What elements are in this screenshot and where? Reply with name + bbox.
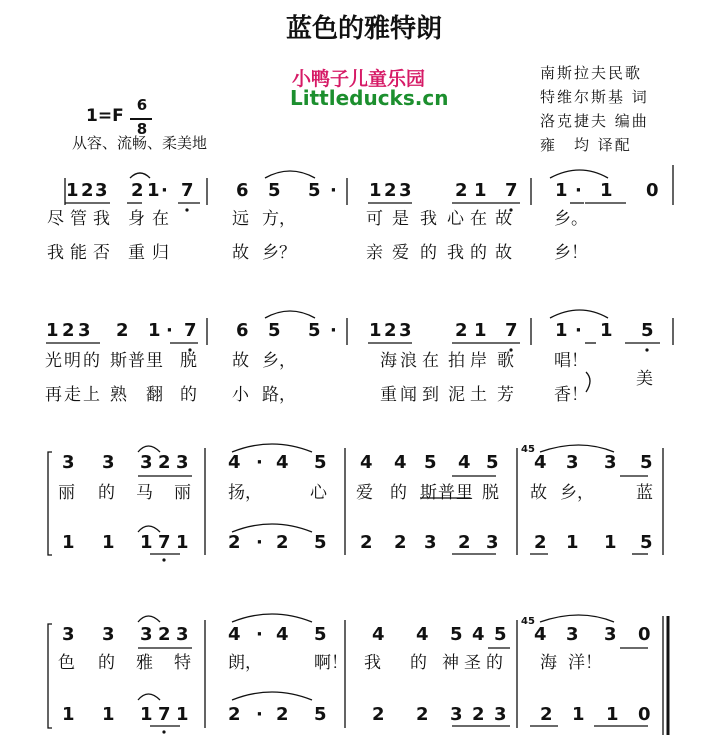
svg-text:3: 3 (140, 624, 153, 645)
svg-text:亲: 亲 (366, 243, 383, 263)
svg-text:·: · (161, 180, 168, 201)
svg-text:2: 2 (455, 180, 468, 201)
svg-text:普: 普 (128, 351, 145, 371)
svg-text:能: 能 (70, 243, 87, 263)
svg-text:3: 3 (62, 452, 75, 473)
svg-text:2: 2 (228, 532, 241, 553)
system-4-measure-number: 45 (521, 616, 535, 627)
system-4-octave-dots (162, 730, 165, 733)
svg-text:的: 的 (83, 351, 100, 371)
svg-text:·: · (256, 624, 263, 645)
svg-text:2: 2 (81, 180, 94, 201)
svg-text:的: 的 (486, 653, 503, 673)
svg-text:2: 2 (131, 180, 144, 201)
svg-text:闻: 闻 (400, 385, 417, 405)
svg-text:雅: 雅 (136, 653, 153, 673)
svg-text:3: 3 (450, 704, 463, 725)
svg-text:翻: 翻 (146, 385, 163, 405)
system-4-upper-notes (62, 624, 651, 645)
svg-text:海: 海 (540, 653, 557, 673)
svg-text:乡，: 乡， (262, 351, 296, 371)
svg-text:唱！: 唱！ (554, 351, 588, 371)
svg-text:1: 1 (566, 532, 579, 553)
svg-text:6: 6 (236, 180, 249, 201)
svg-text:1: 1 (555, 180, 568, 201)
svg-text:可: 可 (366, 209, 383, 229)
svg-text:3: 3 (566, 624, 579, 645)
svg-text:1: 1 (148, 320, 161, 341)
svg-text:里: 里 (146, 351, 163, 371)
svg-text:0: 0 (638, 704, 651, 725)
svg-text:的: 的 (180, 385, 197, 405)
svg-text:1: 1 (176, 704, 189, 725)
svg-text:1: 1 (474, 320, 487, 341)
svg-text:2: 2 (372, 704, 385, 725)
svg-text:的: 的 (390, 483, 407, 503)
svg-text:浪: 浪 (400, 351, 417, 371)
svg-text:5: 5 (424, 452, 437, 473)
time-signature-top: 6 (136, 96, 148, 114)
svg-text:扬，: 扬， (228, 483, 262, 503)
svg-text:歌: 歌 (497, 351, 514, 371)
svg-text:尽: 尽 (47, 209, 64, 229)
svg-text:明: 明 (64, 351, 81, 371)
svg-text:1: 1 (369, 320, 382, 341)
svg-text:3: 3 (486, 532, 499, 553)
svg-text:2: 2 (276, 704, 289, 725)
svg-text:在: 在 (152, 209, 169, 229)
system-2-notes (46, 320, 654, 341)
svg-text:1: 1 (62, 704, 75, 725)
svg-text:2: 2 (116, 320, 129, 341)
svg-text:·: · (256, 452, 263, 473)
svg-text:脱: 脱 (180, 351, 197, 371)
svg-text:神: 神 (442, 653, 459, 673)
svg-text:2: 2 (62, 320, 75, 341)
svg-text:5: 5 (314, 532, 327, 553)
svg-text:故: 故 (530, 483, 547, 503)
svg-text:3: 3 (140, 452, 153, 473)
svg-text:5: 5 (314, 452, 327, 473)
svg-text:蓝: 蓝 (636, 483, 653, 503)
svg-text:归: 归 (152, 243, 169, 263)
svg-text:6: 6 (236, 320, 249, 341)
svg-text:到: 到 (422, 385, 439, 405)
svg-text:3: 3 (102, 452, 115, 473)
svg-text:朗，: 朗， (228, 653, 262, 673)
svg-text:3: 3 (604, 624, 617, 645)
svg-text:5: 5 (268, 180, 281, 201)
svg-text:4: 4 (458, 452, 471, 473)
svg-text:心: 心 (447, 209, 464, 229)
svg-text:4: 4 (534, 624, 547, 645)
svg-text:特: 特 (174, 653, 191, 673)
svg-text:5: 5 (494, 624, 507, 645)
system-4-lyrics (58, 653, 602, 673)
svg-text:2: 2 (276, 532, 289, 553)
system-3-upper-notes (62, 452, 653, 473)
svg-text:我: 我 (420, 209, 437, 229)
svg-text:土: 土 (470, 385, 487, 405)
svg-text:芳: 芳 (497, 385, 514, 405)
key-signature: 1=F (86, 106, 124, 126)
svg-text:方，: 方， (262, 209, 296, 229)
svg-text:管: 管 (70, 209, 87, 229)
svg-text:0: 0 (646, 180, 659, 201)
svg-text:2: 2 (228, 704, 241, 725)
svg-text:4: 4 (360, 452, 373, 473)
svg-text:5: 5 (314, 704, 327, 725)
svg-text:故: 故 (232, 351, 249, 371)
system-3-lower-notes (62, 532, 653, 553)
svg-text:是: 是 (392, 209, 409, 229)
svg-text:我: 我 (447, 243, 464, 263)
svg-text:普: 普 (438, 483, 455, 503)
svg-text:4: 4 (228, 624, 241, 645)
svg-text:4: 4 (372, 624, 385, 645)
svg-text:7: 7 (505, 180, 518, 201)
svg-text:4: 4 (394, 452, 407, 473)
svg-text:4: 4 (276, 452, 289, 473)
credit-translator: 雍 均 译配 (540, 136, 632, 154)
svg-text:3: 3 (494, 704, 507, 725)
svg-text:7: 7 (181, 180, 194, 201)
svg-text:光: 光 (45, 351, 62, 371)
svg-text:走: 走 (64, 385, 81, 405)
time-signature-bottom: 8 (136, 120, 148, 138)
svg-text:乡。: 乡。 (554, 209, 588, 229)
svg-text:5: 5 (268, 320, 281, 341)
svg-text:马: 马 (136, 483, 153, 503)
svg-text:3: 3 (102, 624, 115, 645)
svg-text:4: 4 (472, 624, 485, 645)
svg-text:故: 故 (232, 243, 249, 263)
system-2-lyrics-verse-1 (45, 351, 588, 371)
svg-text:3: 3 (399, 180, 412, 201)
system-3-measure-number: 45 (521, 444, 535, 455)
svg-text:的: 的 (98, 483, 115, 503)
svg-text:1: 1 (474, 180, 487, 201)
svg-text:小: 小 (232, 385, 249, 405)
system-3-octave-dots (162, 558, 165, 561)
svg-text:心: 心 (310, 483, 327, 503)
svg-text:上: 上 (83, 385, 100, 405)
svg-text:岸: 岸 (470, 351, 487, 371)
svg-text:1: 1 (62, 532, 75, 553)
system-2-lyrics-verse-2 (45, 385, 588, 405)
svg-text:2: 2 (416, 704, 429, 725)
svg-text:5: 5 (640, 532, 653, 553)
svg-text:5: 5 (308, 180, 321, 201)
svg-text:5: 5 (641, 320, 654, 341)
svg-text:的: 的 (420, 243, 437, 263)
svg-text:·: · (330, 320, 337, 341)
svg-text:3: 3 (62, 624, 75, 645)
svg-text:1: 1 (46, 320, 59, 341)
svg-text:在: 在 (470, 209, 487, 229)
svg-text:啊！: 啊！ (314, 653, 348, 673)
svg-text:3: 3 (95, 180, 108, 201)
svg-text:1: 1 (369, 180, 382, 201)
svg-text:2: 2 (360, 532, 373, 553)
svg-text:海: 海 (380, 351, 397, 371)
svg-text:乡！: 乡！ (554, 243, 588, 263)
svg-text:爱: 爱 (356, 483, 373, 503)
svg-text:1: 1 (604, 532, 617, 553)
svg-text:拍: 拍 (448, 351, 465, 371)
credit-lyricist: 特维尔斯基 词 (540, 88, 649, 106)
svg-text:的: 的 (410, 653, 427, 673)
svg-text:洋！: 洋！ (568, 653, 602, 673)
svg-text:我: 我 (47, 243, 64, 263)
svg-text:2: 2 (540, 704, 553, 725)
svg-text:丽: 丽 (58, 483, 75, 503)
svg-text:乡，: 乡， (560, 483, 594, 503)
svg-text:重: 重 (380, 385, 397, 405)
svg-text:7: 7 (158, 704, 171, 725)
svg-text:否: 否 (93, 243, 110, 263)
svg-text:3: 3 (78, 320, 91, 341)
svg-text:1: 1 (102, 704, 115, 725)
svg-text:1: 1 (176, 532, 189, 553)
svg-text:7: 7 (184, 320, 197, 341)
svg-text:5: 5 (450, 624, 463, 645)
svg-text:4: 4 (534, 452, 547, 473)
svg-text:熟: 熟 (110, 385, 127, 405)
svg-text:1: 1 (147, 180, 160, 201)
svg-text:斯: 斯 (110, 351, 127, 371)
svg-text:1: 1 (600, 320, 613, 341)
svg-text:3: 3 (604, 452, 617, 473)
svg-text:·: · (330, 180, 337, 201)
svg-text:乡？: 乡？ (262, 243, 296, 263)
svg-text:香！: 香！ (554, 385, 588, 405)
svg-text:重: 重 (128, 243, 145, 263)
watermark-line1: 小鸭子儿童乐园 (292, 68, 426, 90)
svg-text:5: 5 (640, 452, 653, 473)
svg-text:2: 2 (534, 532, 547, 553)
svg-text:1: 1 (102, 532, 115, 553)
svg-text:3: 3 (566, 452, 579, 473)
svg-text:斯: 斯 (420, 483, 437, 503)
system-2-side-word: 美 (636, 369, 653, 389)
svg-text:5: 5 (314, 624, 327, 645)
svg-text:4: 4 (416, 624, 429, 645)
system-1-lyrics-verse-2 (47, 243, 588, 263)
svg-text:·: · (575, 320, 582, 341)
svg-text:5: 5 (486, 452, 499, 473)
svg-text:2: 2 (472, 704, 485, 725)
svg-text:2: 2 (384, 320, 397, 341)
svg-text:1: 1 (66, 180, 79, 201)
svg-text:里: 里 (456, 483, 473, 503)
svg-text:2: 2 (158, 452, 171, 473)
svg-text:远: 远 (232, 209, 249, 229)
svg-text:5: 5 (308, 320, 321, 341)
tempo-marking: 从容、流畅、柔美地 (72, 134, 208, 152)
svg-text:·: · (575, 180, 582, 201)
svg-text:2: 2 (384, 180, 397, 201)
svg-text:·: · (256, 704, 263, 725)
svg-text:1: 1 (572, 704, 585, 725)
svg-text:2: 2 (394, 532, 407, 553)
credit-arranger: 洛克捷夫 编曲 (540, 112, 649, 130)
system-1-notes (66, 180, 659, 201)
svg-text:圣: 圣 (464, 653, 481, 673)
system-1-lyrics-verse-1 (47, 209, 588, 229)
svg-text:的: 的 (470, 243, 487, 263)
svg-text:身: 身 (128, 209, 145, 229)
svg-text:·: · (166, 320, 173, 341)
svg-text:1: 1 (600, 180, 613, 201)
credit-origin: 南斯拉夫民歌 (540, 64, 643, 82)
svg-text:的: 的 (98, 653, 115, 673)
svg-text:丽: 丽 (174, 483, 191, 503)
svg-text:色: 色 (58, 653, 75, 673)
svg-text:我: 我 (93, 209, 110, 229)
svg-text:脱: 脱 (482, 483, 499, 503)
svg-text:1: 1 (555, 320, 568, 341)
system-3-lyrics (58, 482, 653, 503)
svg-text:7: 7 (158, 532, 171, 553)
svg-text:3: 3 (176, 624, 189, 645)
svg-text:4: 4 (276, 624, 289, 645)
svg-text:1: 1 (140, 704, 153, 725)
system-4-lower-notes (62, 704, 651, 725)
watermark-line2: Littleducks.cn (290, 86, 449, 110)
svg-text:3: 3 (424, 532, 437, 553)
svg-text:·: · (256, 532, 263, 553)
svg-text:1: 1 (140, 532, 153, 553)
svg-text:故: 故 (495, 243, 512, 263)
svg-text:3: 3 (399, 320, 412, 341)
svg-text:7: 7 (505, 320, 518, 341)
song-title: 蓝色的雅特朗 (285, 14, 442, 44)
svg-text:3: 3 (176, 452, 189, 473)
svg-text:我: 我 (364, 653, 381, 673)
svg-text:2: 2 (455, 320, 468, 341)
svg-text:再: 再 (45, 385, 62, 405)
svg-text:在: 在 (422, 351, 439, 371)
svg-text:2: 2 (158, 624, 171, 645)
svg-text:1: 1 (606, 704, 619, 725)
svg-text:爱: 爱 (392, 243, 409, 263)
svg-text:4: 4 (228, 452, 241, 473)
svg-text:路，: 路， (262, 385, 296, 405)
svg-text:0: 0 (638, 624, 651, 645)
svg-text:泥: 泥 (448, 385, 465, 405)
svg-text:故: 故 (495, 209, 512, 229)
svg-text:2: 2 (458, 532, 471, 553)
